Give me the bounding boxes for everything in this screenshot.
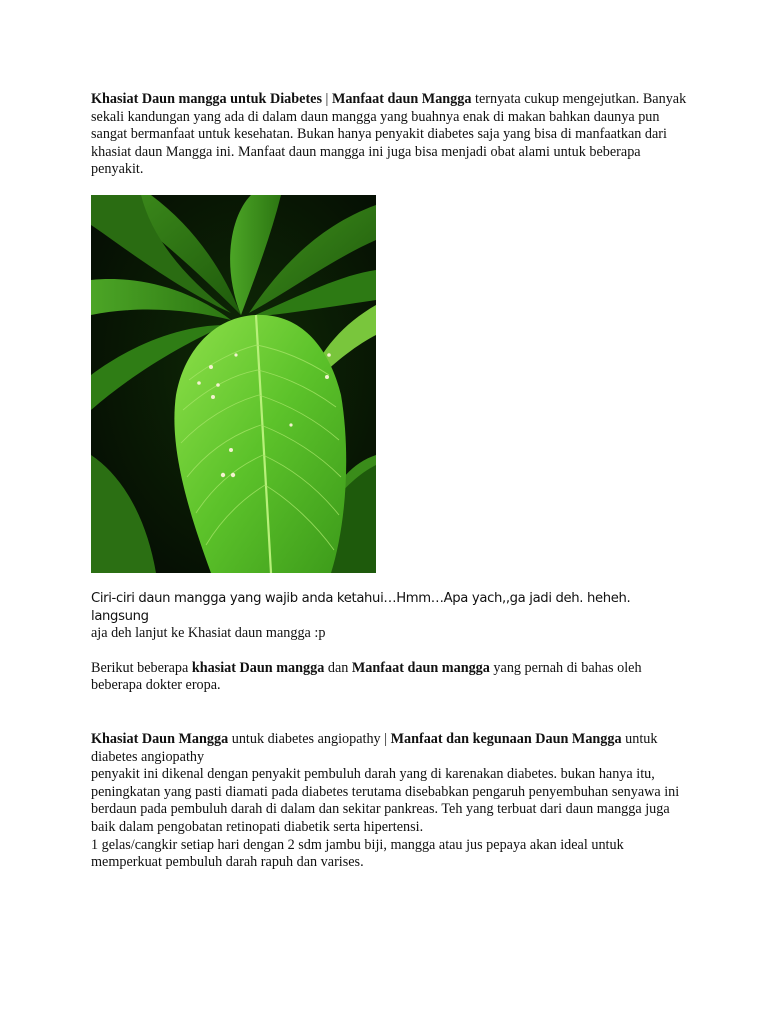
intro-text: ternyata cukup mengejutkan. Banyak sekali kandungan yang ada di dalam daun mangga yang buahnya enak di makan bahkan daunya pun sangat bermanfaat untuk kesehatan. Bukan hanya penyakit diabetes saja yang bisa di manfaatkan dari khasiat daun Mangga ini. Manfaat daun mangga ini juga bisa menjadi obat alami untuk beberapa penyakit.: [91, 91, 687, 178]
section-heading-bold-1: Khasiat Daun Mangga: [91, 730, 229, 747]
caption-text-line2: aja deh lanjut ke Khasiat daun mangga :p: [91, 625, 326, 642]
intro-paragraph: [91, 91, 691, 179]
intro-separator: |: [322, 91, 332, 107]
para3-text-1: Berikut beberapa: [91, 659, 192, 676]
section-heading-bold-2: Manfaat dan kegunaan Daun Mangga: [390, 730, 622, 747]
section-body-2: 1 gelas/cangkir setiap hari dengan 2 sdm jambu biji, mangga atau jus pepaya akan ideal untuk memperkuat pembuluh darah rapuh dan varises.: [91, 836, 624, 871]
benefits-intro-paragraph: [91, 660, 691, 695]
section-heading: [91, 731, 691, 766]
caption-text: Ciri-ciri daun mangga yang wajib anda ketahui…Hmm…Apa yach,,ga jadi deh. heheh. langsung: [91, 590, 631, 624]
para3-text-2: dan: [324, 659, 352, 676]
leaf-caption: [91, 590, 691, 643]
document-page: [91, 91, 691, 872]
para3-bold-1: khasiat Daun mangga: [191, 659, 325, 676]
intro-title-bold-1: Khasiat Daun mangga untuk Diabetes: [91, 91, 322, 107]
section-body-1: penyakit ini dikenal dengan penyakit pembuluh darah yang di karenakan diabetes. bukan hanya itu, peningkatan yang pasti diamati pada diabetes terutama disebabkan pengaruh penyembuhan senyawa ini berdaun pada pembuluh darah di dalam dan sekitar pankreas. Teh yang terbuat dari daun mangga juga baik dalam pengobatan retinopati diabetik serta hipertensi.: [91, 766, 680, 835]
mango-leaf-photo: [91, 195, 376, 573]
angiopathy-section: [91, 731, 691, 872]
section-heading-text-2: untuk diabetes angiopathy: [91, 730, 658, 765]
section-heading-text-1: untuk diabetes angiopathy |: [228, 730, 391, 747]
para3-text-3: yang pernah di bahas oleh beberapa dokter eropa.: [91, 659, 642, 694]
para3-bold-2: Manfaat daun mangga: [351, 659, 490, 676]
intro-title-bold-2: Manfaat daun Mangga: [331, 91, 472, 107]
